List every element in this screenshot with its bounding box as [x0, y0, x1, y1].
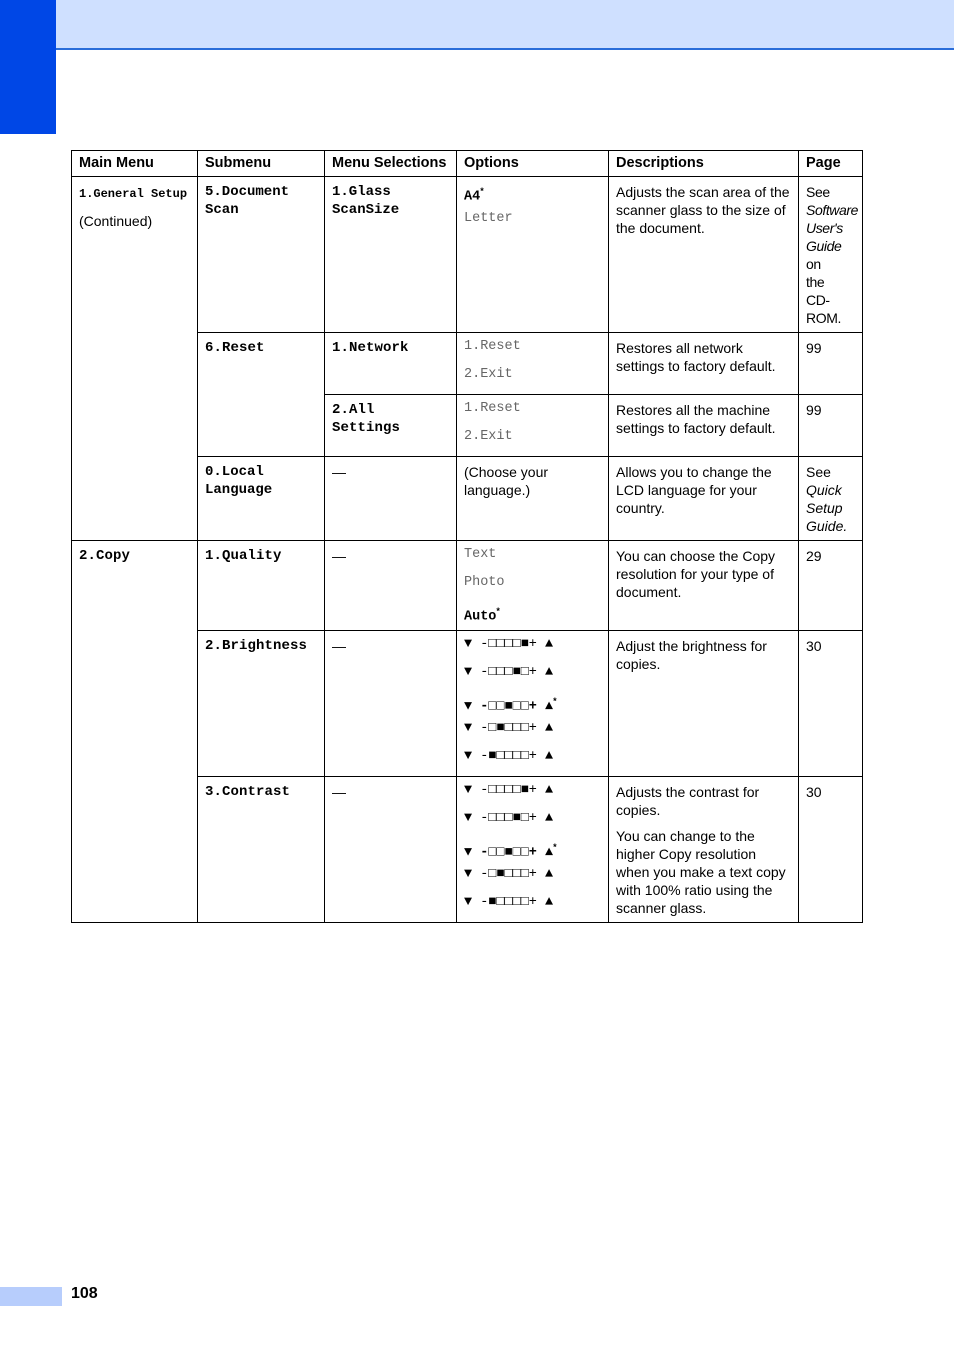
selection-glass-scansize: 1.Glass ScanSize: [325, 177, 457, 333]
options-cell: [457, 395, 609, 457]
description-cell: Allows you to change the LCD language for your country.: [609, 457, 799, 541]
description-cell: [609, 777, 799, 923]
page-reference: 99: [799, 333, 863, 395]
selection-none: —: [325, 457, 457, 541]
options-cell: [457, 541, 609, 631]
option-item: 1.Reset: [464, 339, 521, 354]
option-item: Photo: [464, 575, 505, 590]
option-item: 1.Reset: [464, 401, 521, 416]
page-reference: 30: [799, 777, 863, 923]
level-option: ▼ -■□□□□+ ▲: [464, 749, 554, 764]
level-option: ▼ -□□□□■+ ▲: [464, 637, 554, 652]
page-reference: See Quick Setup Guide.: [799, 457, 863, 541]
submenu-local-language: 0.Local Language: [198, 457, 325, 541]
description-text: Adjusts the contrast for copies.: [616, 784, 760, 818]
table-row: [72, 177, 863, 333]
options-cell: [457, 333, 609, 395]
option-item: Text: [464, 547, 497, 562]
submenu-brightness: 2.Brightness: [198, 631, 325, 777]
level-option: ▼ -□□■□□+ ▲*: [464, 696, 557, 715]
continued-label: (Continued): [79, 213, 153, 229]
options-cell: [457, 631, 609, 777]
submenu-contrast: 3.Contrast: [198, 777, 325, 923]
level-option: ▼ -□□□□■+ ▲: [464, 783, 554, 798]
footer-band: [0, 1287, 62, 1306]
description-cell: Restores all network settings to factory default.: [609, 333, 799, 395]
level-option: ▼ -□□■□□+ ▲*: [464, 842, 557, 861]
description-cell: Adjusts the scan area of the scanner glass to the size of the document.: [609, 177, 799, 333]
option-item: 2.Exit: [464, 429, 513, 444]
page-reference: 29: [799, 541, 863, 631]
level-option: ▼ -□■□□□+ ▲: [464, 721, 554, 736]
level-option: ▼ -□□□■□+ ▲: [464, 811, 554, 826]
level-option: ▼ -□■□□□+ ▲: [464, 867, 554, 882]
description-note: You can change to the higher Copy resolution when you make a text copy with 100% ratio using the scanner glass.: [616, 828, 786, 916]
option-item: 2.Exit: [464, 367, 513, 382]
description-cell: Restores all the machine settings to factory default.: [609, 395, 799, 457]
submenu-document-scan: 5.Document Scan: [198, 177, 325, 333]
column-header: Options: [457, 151, 609, 177]
header-band: [56, 0, 954, 50]
column-header: Page: [799, 151, 863, 177]
column-header: Descriptions: [609, 151, 799, 177]
table-row: [72, 541, 863, 631]
options-cell: [457, 177, 609, 333]
option-item: Letter: [464, 211, 513, 226]
option-item: Auto*: [464, 606, 500, 625]
selection-all-settings: 2.All Settings: [325, 395, 457, 457]
page-reference: See Software User's Guide on the CD-ROM.: [799, 177, 863, 333]
selection-network: 1.Network: [325, 333, 457, 395]
menu-table: [71, 150, 863, 923]
selection-none: —: [325, 631, 457, 777]
selection-none: —: [325, 777, 457, 923]
option-text: (Choose your language.): [457, 457, 609, 541]
description-cell: Adjust the brightness for copies.: [609, 631, 799, 777]
column-header: Main Menu: [72, 151, 198, 177]
chapter-tab: [0, 0, 56, 134]
column-header: Submenu: [198, 151, 325, 177]
submenu-reset: 6.Reset: [198, 333, 325, 457]
column-header: Menu Selections: [325, 151, 457, 177]
options-cell: [457, 777, 609, 923]
main-menu-copy: 2.Copy: [72, 541, 198, 923]
level-option: ▼ -■□□□□+ ▲: [464, 895, 554, 910]
page-reference: 99: [799, 395, 863, 457]
page-reference: 30: [799, 631, 863, 777]
description-cell: You can choose the Copy resolution for your type of document.: [609, 541, 799, 631]
page-number: 108: [71, 1285, 98, 1302]
level-option: ▼ -□□□■□+ ▲: [464, 665, 554, 680]
submenu-quality: 1.Quality: [198, 541, 325, 631]
main-menu-cell: [72, 177, 198, 541]
table-header-row: [72, 151, 863, 177]
selection-none: —: [325, 541, 457, 631]
option-item: A4*: [464, 186, 484, 205]
main-menu-general-setup: 1.General Setup: [79, 187, 188, 201]
